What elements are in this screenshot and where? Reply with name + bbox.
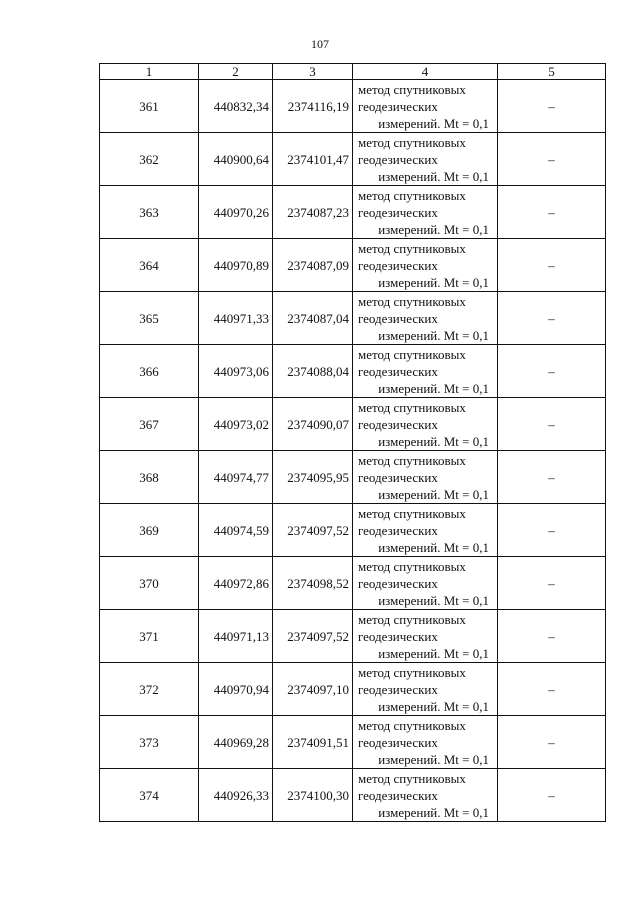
note-cell: – xyxy=(498,663,606,716)
x-coordinate-cell: 440970,94 xyxy=(199,663,273,716)
method-line: метод спутниковых xyxy=(358,717,466,733)
table-row xyxy=(100,80,606,133)
point-number-cell: 373 xyxy=(100,716,199,769)
table-row xyxy=(100,716,606,769)
y-coordinate-cell: 2374097,52 xyxy=(273,504,353,557)
coordinates-table xyxy=(99,63,606,822)
note-cell: – xyxy=(498,451,606,504)
method-line: геодезических xyxy=(358,681,438,697)
y-coordinate-cell: 2374098,52 xyxy=(273,557,353,610)
method-cell xyxy=(353,610,498,663)
y-coordinate-cell: 2374095,95 xyxy=(273,451,353,504)
table-row xyxy=(100,345,606,398)
point-number-cell: 367 xyxy=(100,398,199,451)
y-coordinate-cell: 2374087,23 xyxy=(273,186,353,239)
note-cell: – xyxy=(498,557,606,610)
note-cell: – xyxy=(498,398,606,451)
point-number-cell: 369 xyxy=(100,504,199,557)
note-cell: – xyxy=(498,769,606,822)
x-coordinate-cell: 440969,28 xyxy=(199,716,273,769)
y-coordinate-cell: 2374087,04 xyxy=(273,292,353,345)
header-row xyxy=(100,64,606,80)
header-col-2: 2 xyxy=(199,64,273,80)
x-coordinate-cell: 440971,13 xyxy=(199,610,273,663)
point-number-cell: 371 xyxy=(100,610,199,663)
table-row xyxy=(100,610,606,663)
method-line: измерений. Mt = 0,1 xyxy=(378,274,489,290)
method-line: геодезических xyxy=(358,575,438,591)
point-number-cell: 362 xyxy=(100,133,199,186)
y-coordinate-cell: 2374091,51 xyxy=(273,716,353,769)
method-line: метод спутниковых xyxy=(358,293,466,309)
note-cell: – xyxy=(498,133,606,186)
note-cell: – xyxy=(498,716,606,769)
method-line: геодезических xyxy=(358,734,438,750)
method-line: измерений. Mt = 0,1 xyxy=(378,539,489,555)
x-coordinate-cell: 440973,06 xyxy=(199,345,273,398)
table-row xyxy=(100,239,606,292)
y-coordinate-cell: 2374090,07 xyxy=(273,398,353,451)
method-line: измерений. Mt = 0,1 xyxy=(378,486,489,502)
x-coordinate-cell: 440970,89 xyxy=(199,239,273,292)
method-cell xyxy=(353,80,498,133)
header-col-4: 4 xyxy=(353,64,498,80)
table-row xyxy=(100,504,606,557)
table-row xyxy=(100,186,606,239)
note-cell: – xyxy=(498,80,606,133)
method-line: геодезических xyxy=(358,363,438,379)
method-cell xyxy=(353,504,498,557)
method-cell xyxy=(353,451,498,504)
method-line: метод спутниковых xyxy=(358,240,466,256)
method-cell xyxy=(353,133,498,186)
method-line: измерений. Mt = 0,1 xyxy=(378,168,489,184)
point-number-cell: 363 xyxy=(100,186,199,239)
method-line: измерений. Mt = 0,1 xyxy=(378,645,489,661)
method-line: метод спутниковых xyxy=(358,399,466,415)
note-cell: – xyxy=(498,186,606,239)
method-cell xyxy=(353,716,498,769)
point-number-cell: 364 xyxy=(100,239,199,292)
x-coordinate-cell: 440832,34 xyxy=(199,80,273,133)
point-number-cell: 366 xyxy=(100,345,199,398)
y-coordinate-cell: 2374101,47 xyxy=(273,133,353,186)
method-line: метод спутниковых xyxy=(358,81,466,97)
table-row xyxy=(100,451,606,504)
point-number-cell: 368 xyxy=(100,451,199,504)
header-col-5: 5 xyxy=(498,64,606,80)
method-line: измерений. Mt = 0,1 xyxy=(378,804,489,820)
method-line: геодезических xyxy=(358,522,438,538)
method-cell xyxy=(353,557,498,610)
point-number-cell: 365 xyxy=(100,292,199,345)
note-cell: – xyxy=(498,610,606,663)
method-cell xyxy=(353,769,498,822)
method-line: измерений. Mt = 0,1 xyxy=(378,327,489,343)
header-col-3: 3 xyxy=(273,64,353,80)
method-line: геодезических xyxy=(358,257,438,273)
method-line: метод спутниковых xyxy=(358,664,466,680)
note-cell: – xyxy=(498,292,606,345)
method-line: измерений. Mt = 0,1 xyxy=(378,698,489,714)
method-line: измерений. Mt = 0,1 xyxy=(378,592,489,608)
note-cell: – xyxy=(498,239,606,292)
point-number-cell: 374 xyxy=(100,769,199,822)
method-line: измерений. Mt = 0,1 xyxy=(378,380,489,396)
table-body xyxy=(100,80,606,822)
method-line: измерений. Mt = 0,1 xyxy=(378,115,489,131)
page-number: 107 xyxy=(311,37,329,51)
table-row xyxy=(100,292,606,345)
method-line: метод спутниковых xyxy=(358,134,466,150)
note-cell: – xyxy=(498,345,606,398)
method-line: геодезических xyxy=(358,469,438,485)
method-line: метод спутниковых xyxy=(358,187,466,203)
method-line: метод спутниковых xyxy=(358,558,466,574)
method-line: метод спутниковых xyxy=(358,346,466,362)
x-coordinate-cell: 440974,59 xyxy=(199,504,273,557)
x-coordinate-cell: 440973,02 xyxy=(199,398,273,451)
y-coordinate-cell: 2374100,30 xyxy=(273,769,353,822)
x-coordinate-cell: 440970,26 xyxy=(199,186,273,239)
method-line: метод спутниковых xyxy=(358,611,466,627)
method-cell xyxy=(353,292,498,345)
x-coordinate-cell: 440971,33 xyxy=(199,292,273,345)
y-coordinate-cell: 2374088,04 xyxy=(273,345,353,398)
method-cell xyxy=(353,239,498,292)
method-cell xyxy=(353,345,498,398)
y-coordinate-cell: 2374087,09 xyxy=(273,239,353,292)
y-coordinate-cell: 2374097,10 xyxy=(273,663,353,716)
method-line: метод спутниковых xyxy=(358,505,466,521)
table-row xyxy=(100,663,606,716)
method-line: измерений. Mt = 0,1 xyxy=(378,751,489,767)
method-line: геодезических xyxy=(358,310,438,326)
method-cell xyxy=(353,186,498,239)
method-line: измерений. Mt = 0,1 xyxy=(378,433,489,449)
table-row xyxy=(100,133,606,186)
method-cell xyxy=(353,663,498,716)
y-coordinate-cell: 2374097,52 xyxy=(273,610,353,663)
x-coordinate-cell: 440972,86 xyxy=(199,557,273,610)
x-coordinate-cell: 440900,64 xyxy=(199,133,273,186)
method-line: геодезических xyxy=(358,628,438,644)
method-line: метод спутниковых xyxy=(358,770,466,786)
table-row xyxy=(100,769,606,822)
table-row xyxy=(100,398,606,451)
method-line: геодезических xyxy=(358,416,438,432)
method-cell xyxy=(353,398,498,451)
method-line: геодезических xyxy=(358,151,438,167)
method-line: геодезических xyxy=(358,98,438,114)
method-line: геодезических xyxy=(358,787,438,803)
table-row xyxy=(100,557,606,610)
method-line: геодезических xyxy=(358,204,438,220)
table-header xyxy=(100,64,606,80)
point-number-cell: 370 xyxy=(100,557,199,610)
header-col-1: 1 xyxy=(100,64,199,80)
x-coordinate-cell: 440926,33 xyxy=(199,769,273,822)
y-coordinate-cell: 2374116,19 xyxy=(273,80,353,133)
x-coordinate-cell: 440974,77 xyxy=(199,451,273,504)
method-line: метод спутниковых xyxy=(358,452,466,468)
point-number-cell: 372 xyxy=(100,663,199,716)
method-line: измерений. Mt = 0,1 xyxy=(378,221,489,237)
note-cell: – xyxy=(498,504,606,557)
point-number-cell: 361 xyxy=(100,80,199,133)
